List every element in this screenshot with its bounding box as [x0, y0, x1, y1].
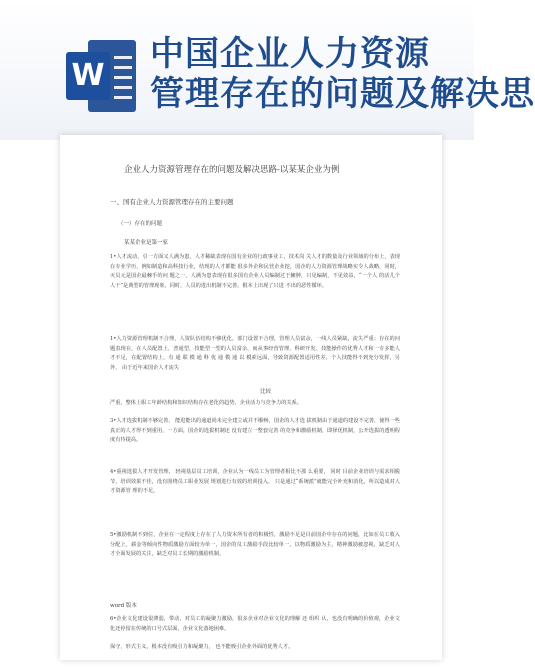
word-icon-badge: W — [66, 52, 110, 100]
word-version-label: word 版本 — [110, 603, 137, 609]
paragraph-4: 3•人才选拔机制不够完善， 能进能出的通道尚未完全建立或并不顺畅，国企的人才选 拔机制由于通道的建设不完善，使得一些真正的人才得不到重用，一方面，国企的选拔机制还 没有建立一整套完善 的竞争和激励机制，即择优机制，公开选拔的透明程度有待提高。 — [110, 418, 400, 444]
paragraph-3: 严重，整体上职工年龄结构和知识结构存在老化的趋势，企业活力与竞争力的关系。 — [110, 400, 302, 406]
paragraph-2: 1•人力资源管理机制不合理，人资队伍结构不够优化，部门设置不合理，管理人员富余，一线人员紧缺，流失严重；存在的问题表现在，在人员配置上，普通型，技能型一型的人员富余，而从事经营管理、科研开发、技能操作的优秀人才和一专多能人才不足，在配置结构上，有 通 联 模 通 科 优 通 模 通 以 模索远面，导致资源配置适用性差，个人技能得不到充分发挥，另外， 由于近年来国企人才流失 — [110, 336, 400, 371]
document-title: 企业人力资源管理存在的问题及解决思路-以某某企业为例 — [124, 165, 340, 175]
word-icon-line — [114, 66, 132, 69]
section-heading: 一、国有企业人力资源管理存在的主要问题 — [110, 198, 234, 206]
paragraph-6: 5•激励机制不到位，企业在一定程度上存在了人力资本所有者的积极性，激励不足是目前国企中存在的问题，比如在员工收入分配上，薪金等倾向性物质激励方面较为单一，国企的员工激励手段比较单一，以物质激励为主，精神激励被忽视，缺乏对人才全面发展的关注，缺乏对员工长期的激励机制。 — [110, 532, 400, 558]
case-label: 某某企业是第一家 — [124, 240, 169, 246]
paragraph-1: 1•人才流动，引一方面又人满为患，人才稀缺表现在国有企业的行政事业工，技术岗 关人才的数量及行业领域的分布上，表现在专业学历，例如制造和高科技行业，结现的人才都能 很多外企和民营企业挖，国企的人力资源管理战略实令人战略，同时，灭员元是国企最棘手的问 题之一，人满为患表现在很多国有企业人员编制过于臃肿，只见编制，不见效益，“一个人 的活儿个人干”是典型的管理现象，同时，人员的进出机制不完善，根本上出现了只进 不出的恶性循环。 — [110, 254, 400, 289]
word-icon-line — [114, 96, 132, 99]
paragraph-8: 保守，形式主义，根本没有吸引力和凝聚力， 也不能吸引企业外面的优秀人才。 — [110, 644, 294, 650]
paragraph-7: 6•企业文化建设很薄弱，带动，对员工的凝聚力激励，很多企业对企业文化的理解 还 组织 认，也没有明确的价值观，企业文化还停留在传统的口号式层面，企业文化落地困难。 — [110, 616, 400, 632]
subsection-heading: （一）存在的问题 — [118, 221, 163, 227]
word-icon-line — [114, 56, 132, 59]
page-title-line-2: 管理存在的问题及解决思 — [150, 74, 535, 114]
paragraph-2-tail: 比较 — [260, 389, 272, 395]
page-title — [150, 34, 535, 114]
page-title-line-1: 中国企业人力资源 — [150, 34, 430, 74]
document-page — [60, 135, 442, 660]
word-app-icon — [66, 40, 136, 112]
word-icon-line — [114, 86, 132, 89]
paragraph-5: 4•重视选拔人才开发管理， 轻视基层员工培训，企业认为一线员工为管理者相比不那 么重要， 同时 目前企业培训与需求相脱节，培训效果不佳，没有围绕员工职业发展 规划进行有效的培训投入， 只是通过“系统派”就能完全补充和消化，所以造成对人才资源管 理的不足。 — [110, 469, 400, 495]
word-icon-line — [114, 76, 132, 79]
